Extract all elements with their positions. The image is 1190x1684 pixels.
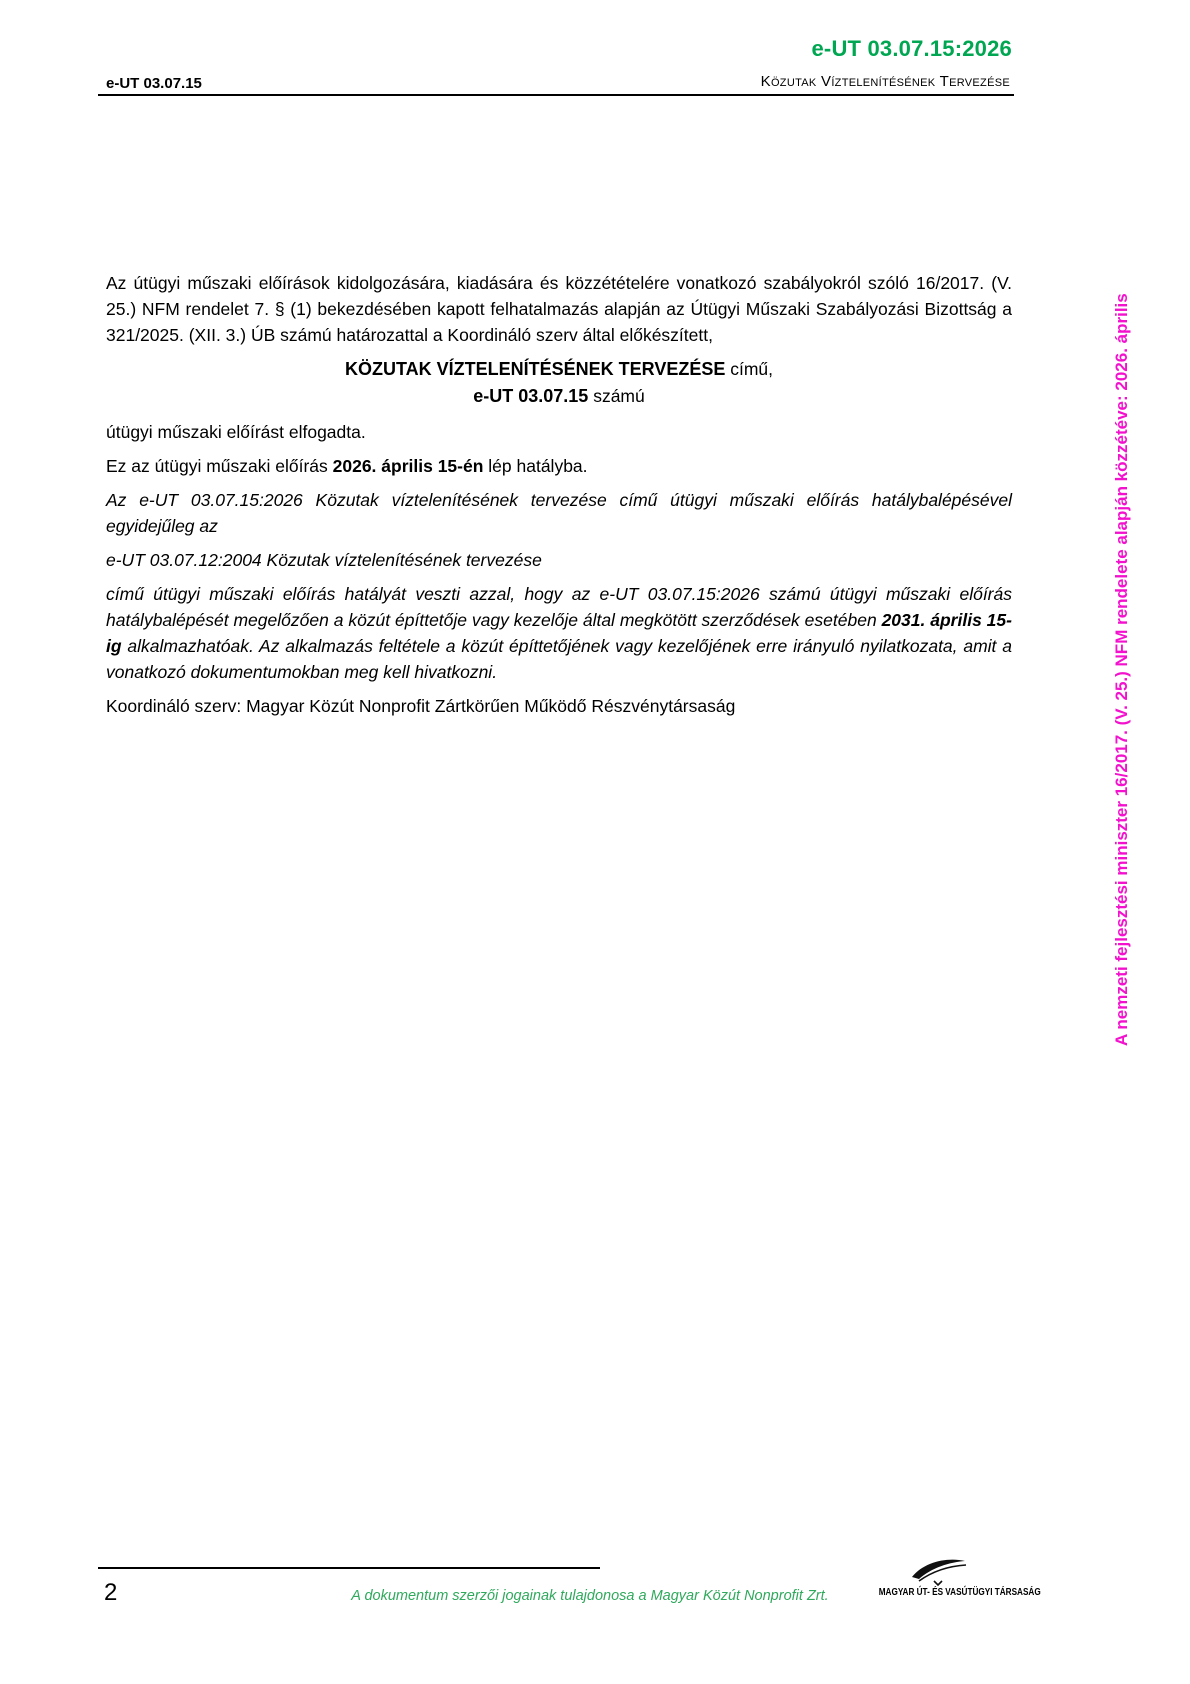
header-doc-title: Közutak Víztelenítésének Tervezése: [760, 73, 1010, 90]
paragraph-authorization: Az útügyi műszaki előírások kidolgozására, kiadására és közzétételére vonatkozó szabályokról szóló 16/2017. (V. 25.) NFM rendelet 7. § (1) bekezdésében kapott felhatalmazás alapján az Útügyi Műszaki Szabályozási Bizottság a 321/2025. (XII. 3.) ÚB számú határozattal a Koordináló szerv által előkészített,: [106, 273, 1012, 345]
copyright-notice: A dokumentum szerzői jogainak tulajdonosa a Magyar Közút Nonprofit Zrt.: [351, 1588, 829, 1604]
effective-date-bold: 2026. április 15-én: [332, 456, 484, 476]
doc-number-bold: e-UT 03.07.15: [473, 386, 589, 406]
logo-caption: MAGYAR ÚT- ÉS VASÚTÜGYI TÁRSASÁG: [878, 1586, 1041, 1598]
old-spec-reference: e-UT 03.07.12:2004 Közutak víztelenítésének tervezése: [106, 550, 542, 570]
paragraph-repeal-intro: Az e-UT 03.07.15:2026 Közutak víztelenítésének tervezése című útügyi műszaki előírás hatálybalépésével egyidejűleg az: [106, 490, 1012, 536]
header-code-year: e-UT 03.07.15:2026: [811, 36, 1012, 61]
doc-number-suffix: számú: [588, 386, 645, 406]
doc-title-suffix: című,: [725, 359, 774, 379]
transition-post: alkalmazhatóak. Az alkalmazás feltétele a közút építtetőjének vagy kezelőjének erre irányuló nyilatkozata, amit a vonatkozó dokumentumokban meg kell hivatkozni.: [106, 636, 1012, 682]
paragraph-transition: [106, 581, 1012, 685]
page-number: 2: [104, 1579, 118, 1606]
doc-title-block: [106, 356, 1012, 410]
document-body: [106, 270, 1012, 727]
paragraph-effective-date: [106, 453, 1012, 479]
effective-post: lép hatályba.: [483, 456, 588, 476]
road-swoosh-icon: [862, 1556, 1014, 1586]
society-logo: [862, 1556, 1041, 1598]
doc-number-line: [106, 383, 1012, 410]
doc-title-bold: KÖZUTAK VÍZTELENÍTÉSÉNEK TERVEZÉSE: [344, 359, 726, 379]
margin-note: A nemzeti fejlesztési miniszter 16/2017. (V. 25.) NFM rendelete alapján közzétéve: 2026. április: [1112, 293, 1131, 1046]
coordinator-line: Koordináló szerv: Magyar Közút Nonprofit Zártkörűen Működő Részvénytársaság: [106, 696, 736, 716]
effective-pre: Ez az útügyi műszaki előírás: [106, 456, 333, 476]
transition-date-bold: 2031. április 15-ig: [106, 610, 1012, 656]
doc-title-line: [106, 356, 1012, 383]
transition-pre: című útügyi műszaki előírás hatályát veszti azzal, hogy az e-UT 03.07.15:2026 számú útügyi műszaki előírás hatálybalépését megelőzően a közút építtetője vagy kezelője által megkötött szerződések esetében: [106, 584, 1012, 630]
header-code: e-UT 03.07.15: [106, 75, 202, 92]
header-rule: [98, 94, 1014, 96]
footer-rule: [98, 1567, 600, 1569]
paragraph-accepted: útügyi műszaki előírást elfogadta.: [106, 422, 366, 442]
